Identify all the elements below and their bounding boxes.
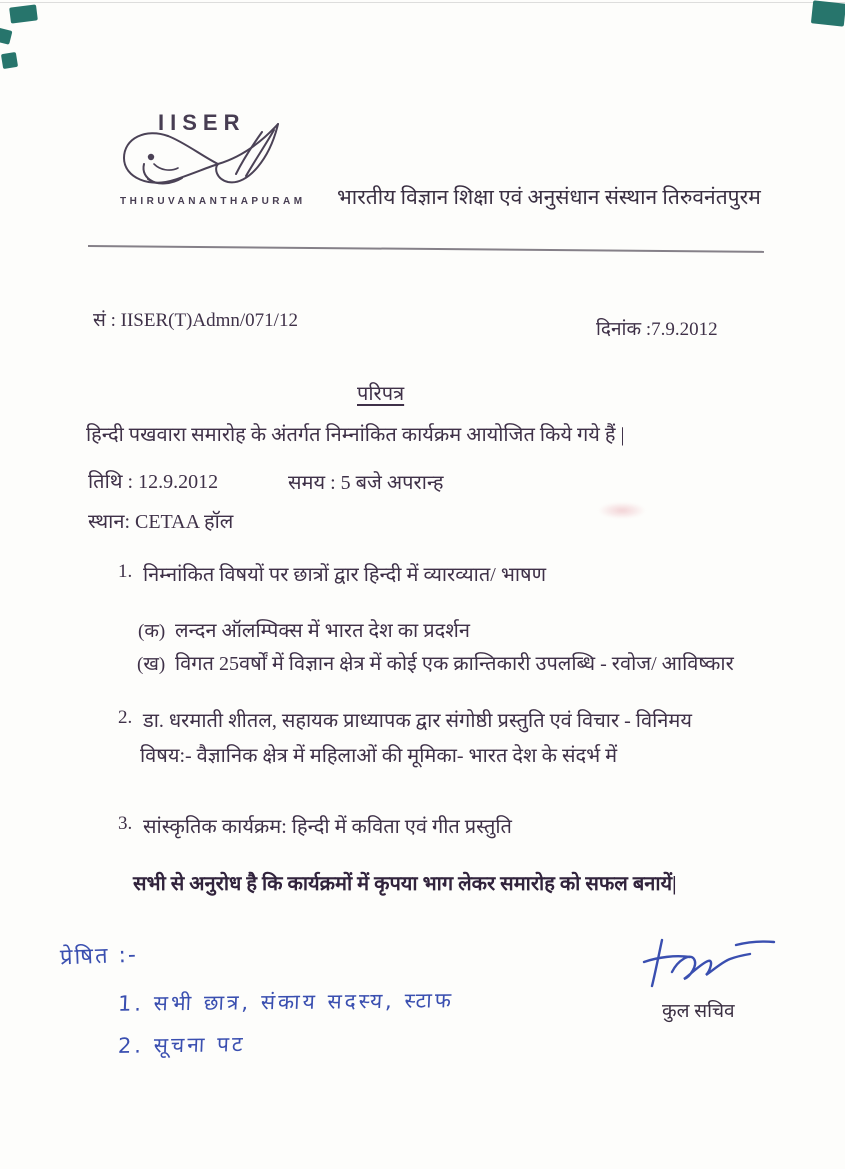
signature-scribble-icon bbox=[638, 932, 778, 994]
item-3-text: सांस्कृतिक कार्यक्रम: हिन्दी में कविता एवं गीत प्रस्तुति bbox=[143, 816, 512, 838]
item-1a-label: (क) bbox=[138, 621, 166, 642]
item-2-text: डा. धरमाती शीतल, सहायक प्राध्यापक द्वार संगोष्ठी प्रस्तुति एवं विचार - विनिमय bbox=[143, 710, 692, 732]
signatory-designation: कुल सचिव bbox=[662, 1001, 735, 1022]
pink-ink-smudge bbox=[598, 502, 646, 519]
event-venue: स्थान: CETAA हॉल bbox=[88, 511, 234, 533]
circular-title: परिपत्र bbox=[357, 383, 405, 405]
event-time: समय : 5 बजे अपरान्ह bbox=[288, 472, 444, 494]
edge-mark-left-2 bbox=[1, 52, 18, 69]
corner-mark-top-right bbox=[811, 0, 845, 26]
item-2-number: 2. bbox=[118, 707, 133, 728]
scan-edge-line bbox=[0, 2, 845, 3]
logo-swirl-icon bbox=[118, 120, 286, 200]
item-1b-label: (ख) bbox=[137, 654, 166, 675]
distribution-heading-handwritten: प्रेषित :- bbox=[59, 942, 139, 971]
distribution-item-2-handwritten: 2. सूचना पट bbox=[117, 1032, 246, 1058]
item-1-text: निम्नांकित विषयों पर छात्रों द्वार हिन्दी में व्यारव्यात/ भाषण bbox=[143, 564, 547, 586]
logo-city-text: THIRUVANANTHAPURAM bbox=[120, 196, 306, 207]
request-line: सभी से अनुरोध है कि कार्यक्रमों में कृपया भाग लेकर समारोह को सफल बनायें| bbox=[133, 873, 677, 895]
item-1a-text: लन्दन ऑलम्पिक्स में भारत देश का प्रदर्शन bbox=[175, 620, 470, 642]
header-rule bbox=[88, 245, 764, 253]
letter-date: दिनांक :7.9.2012 bbox=[596, 319, 718, 340]
event-date: तिथि : 12.9.2012 bbox=[88, 471, 219, 493]
institute-name-hindi: भारतीय विज्ञान शिक्षा एवं अनुसंधान संस्थान तिरुवनंतपुरम bbox=[337, 185, 761, 209]
iiser-logo bbox=[118, 104, 306, 222]
item-2-subject-line: विषय:- वैज्ञानिक क्षेत्र में महिलाओं की मूमिका- भारत देश के संदर्भ में bbox=[140, 745, 618, 767]
item-1b-text: विगत 25वर्षों में विज्ञान क्षेत्र में कोई एक क्रान्तिकारी उपलब्धि - रवोज/ आविष्कार bbox=[175, 653, 734, 675]
logo-acronym-text: IISER bbox=[158, 110, 246, 135]
edge-mark-left-1 bbox=[0, 27, 12, 44]
reference-number: सं : IISER(T)Admn/071/12 bbox=[93, 310, 298, 331]
corner-mark-top-left bbox=[9, 4, 38, 23]
distribution-item-1-handwritten: 1. सभी छात्र, संकाय सदस्य, स्टाफ bbox=[117, 988, 455, 1016]
item-1-number: 1. bbox=[118, 561, 133, 582]
item-3-number: 3. bbox=[118, 813, 133, 834]
intro-line: हिन्दी पखवारा समारोह के अंतर्गत निम्नांकित कार्यक्रम आयोजित किये गये हैं | bbox=[86, 424, 625, 446]
